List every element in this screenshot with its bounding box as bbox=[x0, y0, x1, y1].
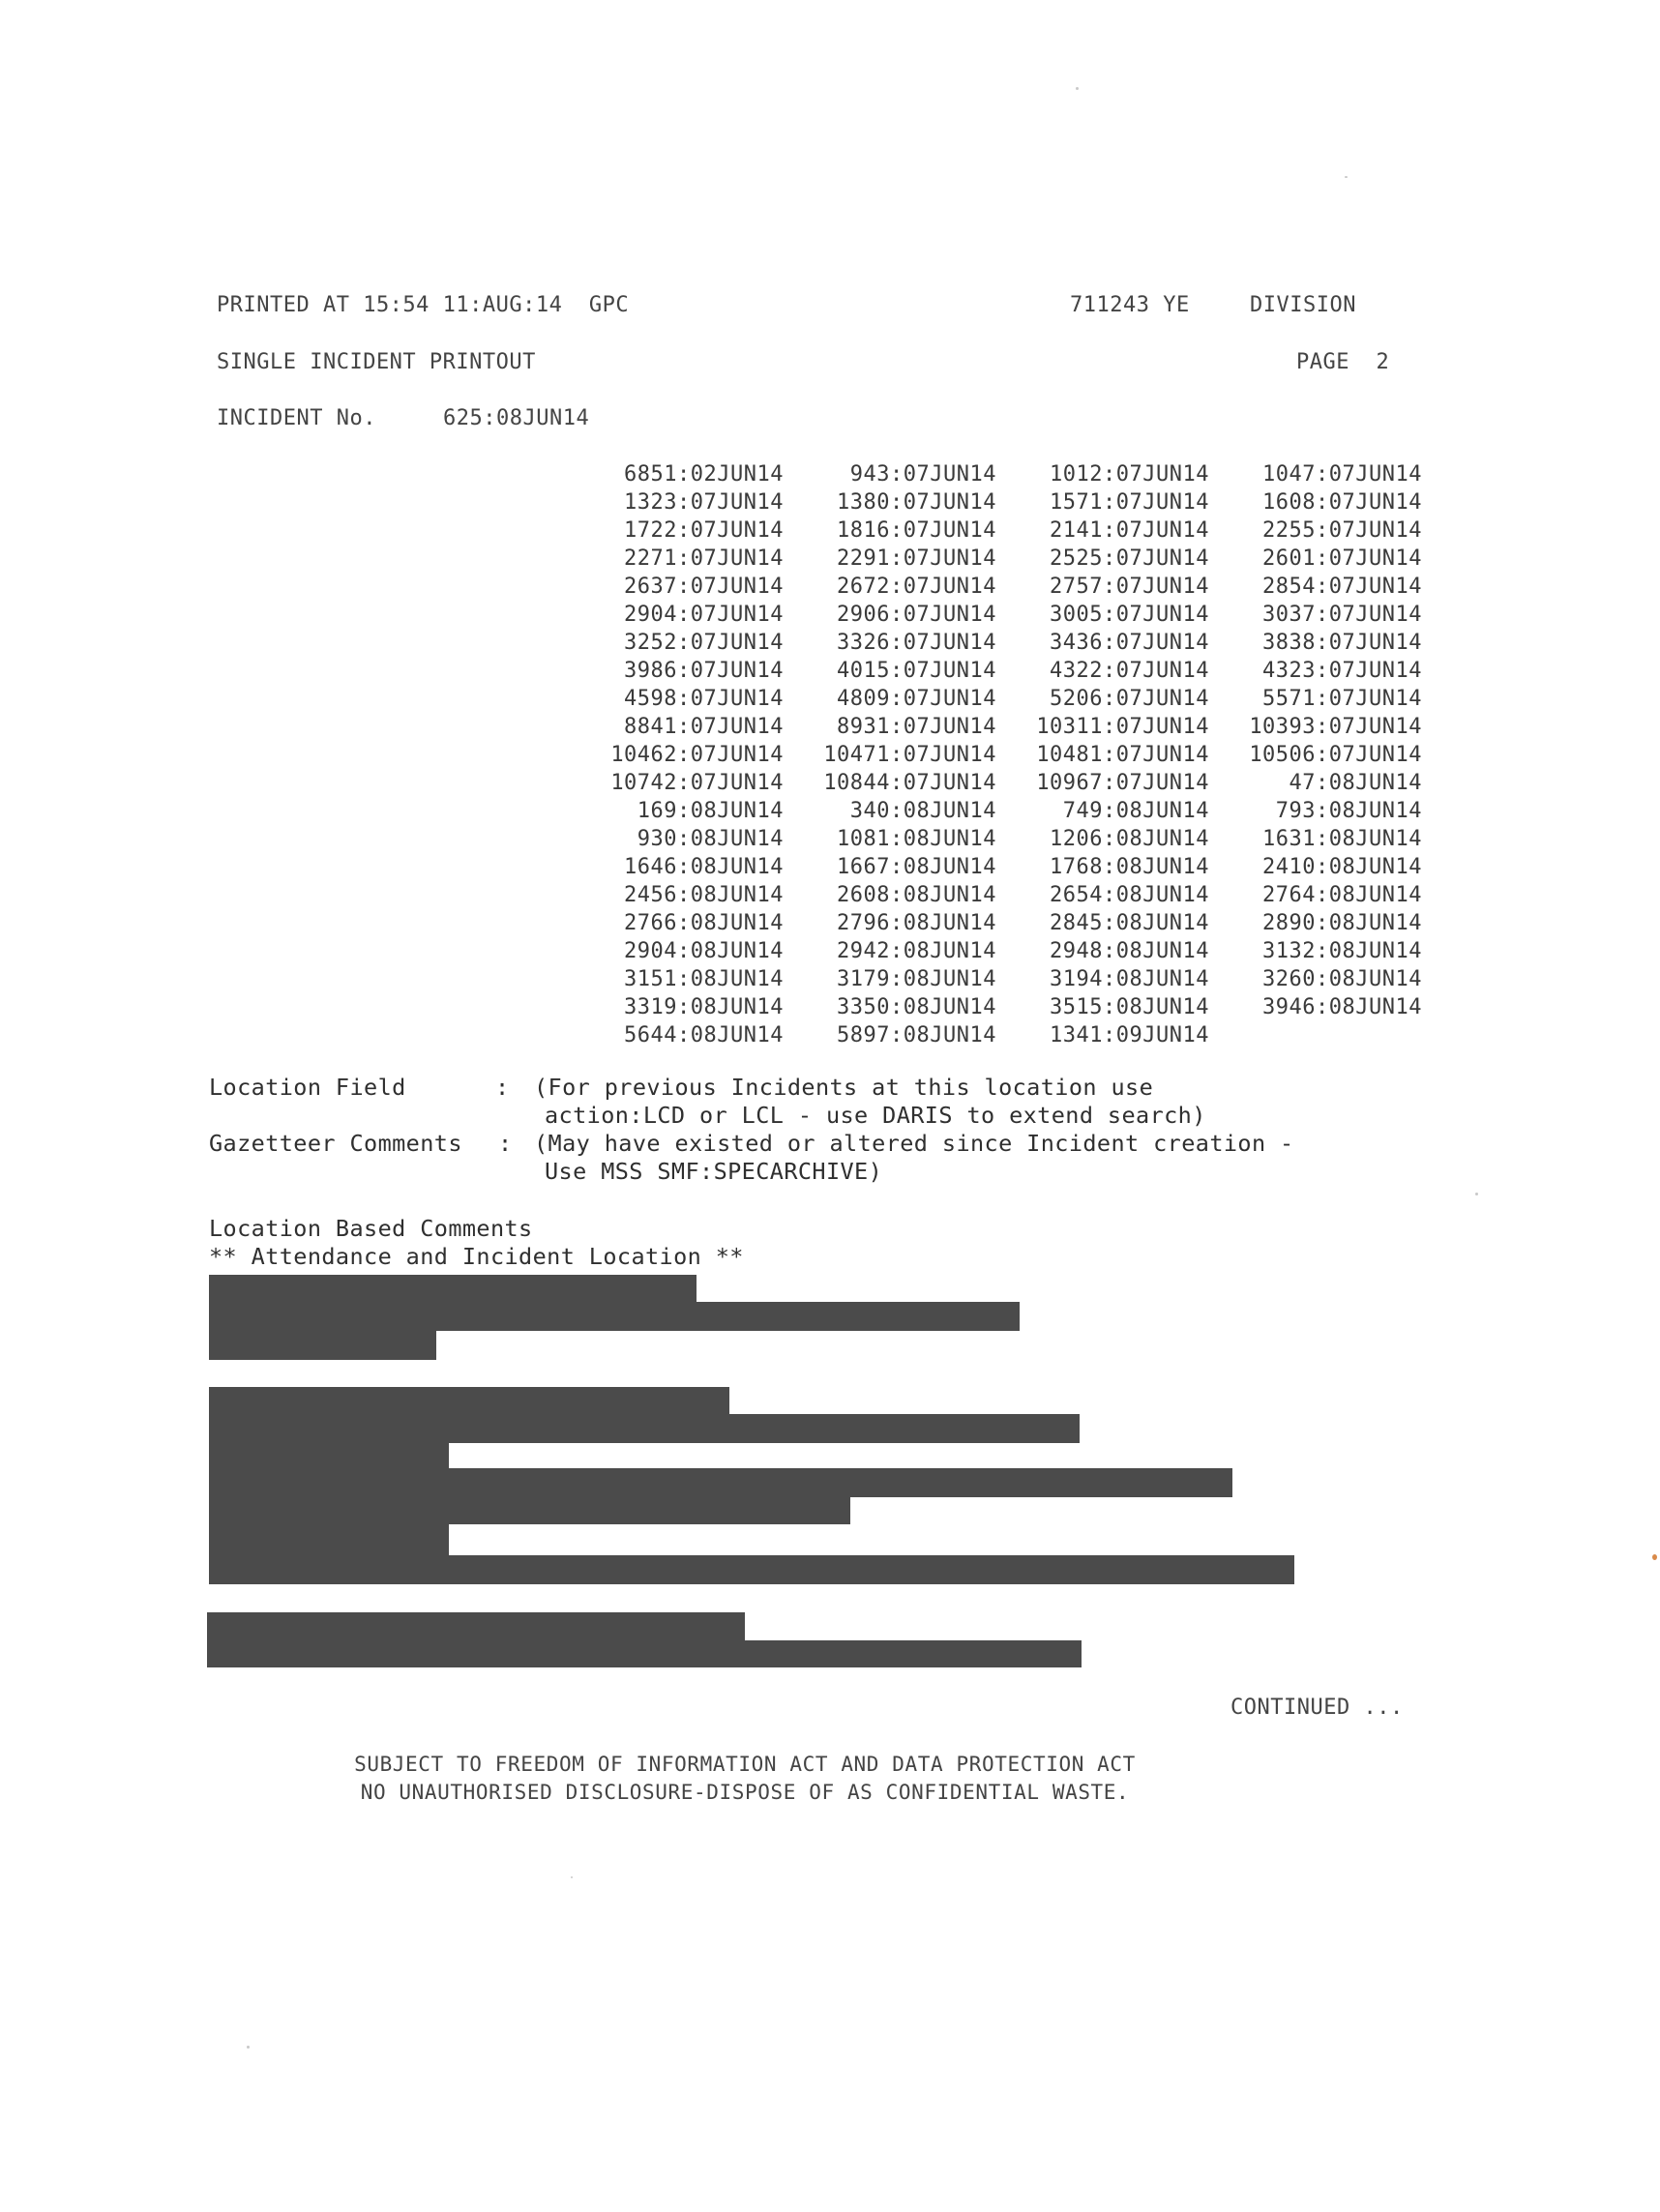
incident-ref-cell: 5571:07JUN14 bbox=[1262, 687, 1422, 711]
incident-ref-cell: 3179:08JUN14 bbox=[837, 967, 996, 991]
incident-ref-row bbox=[571, 937, 1422, 965]
printed-at: PRINTED AT 15:54 11:AUG:14 GPC bbox=[217, 293, 630, 317]
scan-speck bbox=[1076, 87, 1079, 90]
incident-ref-cell: 2904:08JUN14 bbox=[624, 939, 784, 963]
foi-notice-line-1: SUBJECT TO FREEDOM OF INFORMATION ACT AND DATA PROTECTION ACT bbox=[354, 1753, 1136, 1776]
scan-speck bbox=[1475, 1193, 1478, 1195]
foi-notice-line-2: NO UNAUTHORISED DISCLOSURE-DISPOSE OF AS CONFIDENTIAL WASTE. bbox=[360, 1781, 1130, 1804]
incident-ref-cell: 10311:07JUN14 bbox=[1036, 715, 1209, 739]
incident-ref-cell: 2764:08JUN14 bbox=[1262, 883, 1422, 907]
incident-ref-cell: 2796:08JUN14 bbox=[837, 911, 996, 935]
incident-ref-row bbox=[571, 685, 1422, 713]
incident-ref-row bbox=[571, 853, 1422, 881]
incident-ref-cell: 3946:08JUN14 bbox=[1262, 995, 1422, 1019]
incident-ref-cell: 1380:07JUN14 bbox=[837, 490, 996, 515]
incident-ref-cell: 5644:08JUN14 bbox=[624, 1023, 784, 1047]
incident-ref-cell: 2845:08JUN14 bbox=[1050, 911, 1209, 935]
incident-ref-cell: 1571:07JUN14 bbox=[1050, 490, 1209, 515]
incident-ref-row bbox=[571, 629, 1422, 657]
incident-ref-cell: 2948:08JUN14 bbox=[1050, 939, 1209, 963]
incident-ref-cell: 793:08JUN14 bbox=[1275, 799, 1422, 823]
incident-ref-cell: 2904:07JUN14 bbox=[624, 603, 784, 627]
gazetteer-comments-label: Gazetteer Comments bbox=[209, 1130, 462, 1157]
page-number: PAGE 2 bbox=[1296, 350, 1390, 374]
incident-ref-cell: 10393:07JUN14 bbox=[1249, 715, 1422, 739]
gazetteer-text-1: (May have existed or altered since Incident creation - bbox=[534, 1130, 1294, 1157]
location-field-text-2: action:LCD or LCL - use DARIS to extend search) bbox=[545, 1102, 1206, 1129]
incident-ref-cell: 1081:08JUN14 bbox=[837, 827, 996, 851]
incident-ref-cell: 10471:07JUN14 bbox=[823, 743, 996, 767]
incident-ref-cell: 2854:07JUN14 bbox=[1262, 575, 1422, 599]
incident-ref-cell: 1608:07JUN14 bbox=[1262, 490, 1422, 515]
incident-ref-row bbox=[571, 545, 1422, 573]
incident-ref-cell: 1047:07JUN14 bbox=[1262, 462, 1422, 487]
incident-ref-cell: 2890:08JUN14 bbox=[1262, 911, 1422, 935]
incident-ref-row bbox=[571, 769, 1422, 797]
location-field-label: Location Field bbox=[209, 1074, 406, 1101]
incident-ref-cell: 3151:08JUN14 bbox=[624, 967, 784, 991]
incident-ref-cell: 1206:08JUN14 bbox=[1050, 827, 1209, 851]
incident-ref-cell: 1012:07JUN14 bbox=[1050, 462, 1209, 487]
incident-ref-cell: 3838:07JUN14 bbox=[1262, 631, 1422, 655]
incident-ref-cell: 2942:08JUN14 bbox=[837, 939, 996, 963]
incident-ref-cell: 10462:07JUN14 bbox=[610, 743, 784, 767]
incident-ref-cell: 3260:08JUN14 bbox=[1262, 967, 1422, 991]
incident-ref-cell: 749:08JUN14 bbox=[1062, 799, 1209, 823]
incident-ref-row bbox=[571, 965, 1422, 993]
location-field-text-1: (For previous Incidents at this location use bbox=[534, 1074, 1154, 1101]
incident-ref-cell: 3986:07JUN14 bbox=[624, 659, 784, 683]
incident-ref-cell: 2654:08JUN14 bbox=[1050, 883, 1209, 907]
incident-ref-cell: 930:08JUN14 bbox=[637, 827, 784, 851]
incident-ref-cell: 2672:07JUN14 bbox=[837, 575, 996, 599]
incident-ref-cell: 10481:07JUN14 bbox=[1036, 743, 1209, 767]
incident-ref-cell: 10967:07JUN14 bbox=[1036, 771, 1209, 795]
incident-ref-row bbox=[571, 460, 1422, 488]
incident-ref-cell: 2766:08JUN14 bbox=[624, 911, 784, 935]
incident-ref-cell: 2525:07JUN14 bbox=[1050, 546, 1209, 571]
scan-speck bbox=[247, 2046, 250, 2049]
incident-ref-cell: 4809:07JUN14 bbox=[837, 687, 996, 711]
incident-ref-row bbox=[571, 516, 1422, 545]
incident-ref-cell: 2757:07JUN14 bbox=[1050, 575, 1209, 599]
document-title: SINGLE INCIDENT PRINTOUT bbox=[217, 350, 536, 374]
incident-ref-cell: 3326:07JUN14 bbox=[837, 631, 996, 655]
incident-ref-cell: 5206:07JUN14 bbox=[1050, 687, 1209, 711]
gazetteer-text-2: Use MSS SMF:SPECARCHIVE) bbox=[545, 1158, 883, 1185]
incident-ref-cell: 1816:07JUN14 bbox=[837, 518, 996, 543]
incident-ref-cell: 47:08JUN14 bbox=[1289, 771, 1422, 795]
incident-ref-row bbox=[571, 825, 1422, 853]
incident-ref-cell: 1667:08JUN14 bbox=[837, 855, 996, 879]
incident-ref-row bbox=[571, 741, 1422, 769]
incident-ref-cell: 10506:07JUN14 bbox=[1249, 743, 1422, 767]
division-label: DIVISION bbox=[1250, 293, 1356, 317]
incident-ref-cell: 10742:07JUN14 bbox=[610, 771, 784, 795]
incident-ref-cell: 4598:07JUN14 bbox=[624, 687, 784, 711]
scan-speck bbox=[1652, 1554, 1657, 1560]
incident-ref-cell: 3350:08JUN14 bbox=[837, 995, 996, 1019]
incident-ref-cell: 4015:07JUN14 bbox=[837, 659, 996, 683]
incident-ref-cell: 2601:07JUN14 bbox=[1262, 546, 1422, 571]
incident-ref-cell: 3132:08JUN14 bbox=[1262, 939, 1422, 963]
incident-ref-cell: 1646:08JUN14 bbox=[624, 855, 784, 879]
incident-ref-cell: 3005:07JUN14 bbox=[1050, 603, 1209, 627]
incident-ref-cell: 169:08JUN14 bbox=[637, 799, 784, 823]
incident-ref-cell bbox=[1209, 1021, 1422, 1049]
incident-ref-cell: 5897:08JUN14 bbox=[837, 1023, 996, 1047]
incident-ref-cell: 2271:07JUN14 bbox=[624, 546, 784, 571]
incident-ref-cell: 1768:08JUN14 bbox=[1050, 855, 1209, 879]
incident-ref-cell: 2255:07JUN14 bbox=[1262, 518, 1422, 543]
incident-ref-cell: 3252:07JUN14 bbox=[624, 631, 784, 655]
incident-ref-row bbox=[571, 1021, 1422, 1049]
incident-ref-cell: 2906:07JUN14 bbox=[837, 603, 996, 627]
incident-ref-row bbox=[571, 573, 1422, 601]
incident-ref-cell: 340:08JUN14 bbox=[849, 799, 996, 823]
incident-ref-cell: 2608:08JUN14 bbox=[837, 883, 996, 907]
incident-ref-cell: 3436:07JUN14 bbox=[1050, 631, 1209, 655]
reference-number: 711243 YE bbox=[1070, 293, 1190, 317]
incident-ref-cell: 3037:07JUN14 bbox=[1262, 603, 1422, 627]
incident-ref-cell: 4322:07JUN14 bbox=[1050, 659, 1209, 683]
incident-ref-row bbox=[571, 657, 1422, 685]
incident-ref-cell: 1722:07JUN14 bbox=[624, 518, 784, 543]
incident-ref-row bbox=[571, 909, 1422, 937]
incident-ref-cell: 1341:09JUN14 bbox=[1050, 1023, 1209, 1047]
incident-ref-cell: 8931:07JUN14 bbox=[837, 715, 996, 739]
scan-speck bbox=[571, 1876, 573, 1878]
incident-ref-row bbox=[571, 488, 1422, 516]
incident-ref-cell: 2141:07JUN14 bbox=[1050, 518, 1209, 543]
gazetteer-separator: : bbox=[498, 1130, 513, 1157]
incident-ref-cell: 3319:08JUN14 bbox=[624, 995, 784, 1019]
incident-ref-cell: 2637:07JUN14 bbox=[624, 575, 784, 599]
incident-ref-cell: 10844:07JUN14 bbox=[823, 771, 996, 795]
incident-ref-row bbox=[571, 993, 1422, 1021]
scan-speck bbox=[1345, 176, 1348, 178]
incident-ref-cell: 1323:07JUN14 bbox=[624, 490, 784, 515]
incident-ref-row bbox=[571, 881, 1422, 909]
incident-reference-table bbox=[571, 460, 1422, 1049]
incident-ref-cell: 2456:08JUN14 bbox=[624, 883, 784, 907]
continued-indicator: CONTINUED ... bbox=[1230, 1696, 1404, 1720]
incident-ref-cell: 8841:07JUN14 bbox=[624, 715, 784, 739]
incident-ref-row bbox=[571, 797, 1422, 825]
incident-ref-cell: 3194:08JUN14 bbox=[1050, 967, 1209, 991]
incident-ref-row bbox=[571, 713, 1422, 741]
location-field-separator: : bbox=[495, 1074, 510, 1101]
attendance-heading: ** Attendance and Incident Location ** bbox=[209, 1243, 744, 1270]
incident-ref-cell: 1631:08JUN14 bbox=[1262, 827, 1422, 851]
incident-label: INCIDENT No. bbox=[217, 406, 376, 430]
incident-ref-cell: 943:07JUN14 bbox=[849, 462, 996, 487]
location-based-comments-label: Location Based Comments bbox=[209, 1215, 533, 1242]
incident-ref-cell: 6851:02JUN14 bbox=[624, 462, 784, 487]
incident-ref-cell: 4323:07JUN14 bbox=[1262, 659, 1422, 683]
incident-ref-cell: 2410:08JUN14 bbox=[1262, 855, 1422, 879]
incident-ref-row bbox=[571, 601, 1422, 629]
incident-ref-cell: 3515:08JUN14 bbox=[1050, 995, 1209, 1019]
incident-number: 625:08JUN14 bbox=[443, 406, 590, 430]
incident-ref-cell: 2291:07JUN14 bbox=[837, 546, 996, 571]
